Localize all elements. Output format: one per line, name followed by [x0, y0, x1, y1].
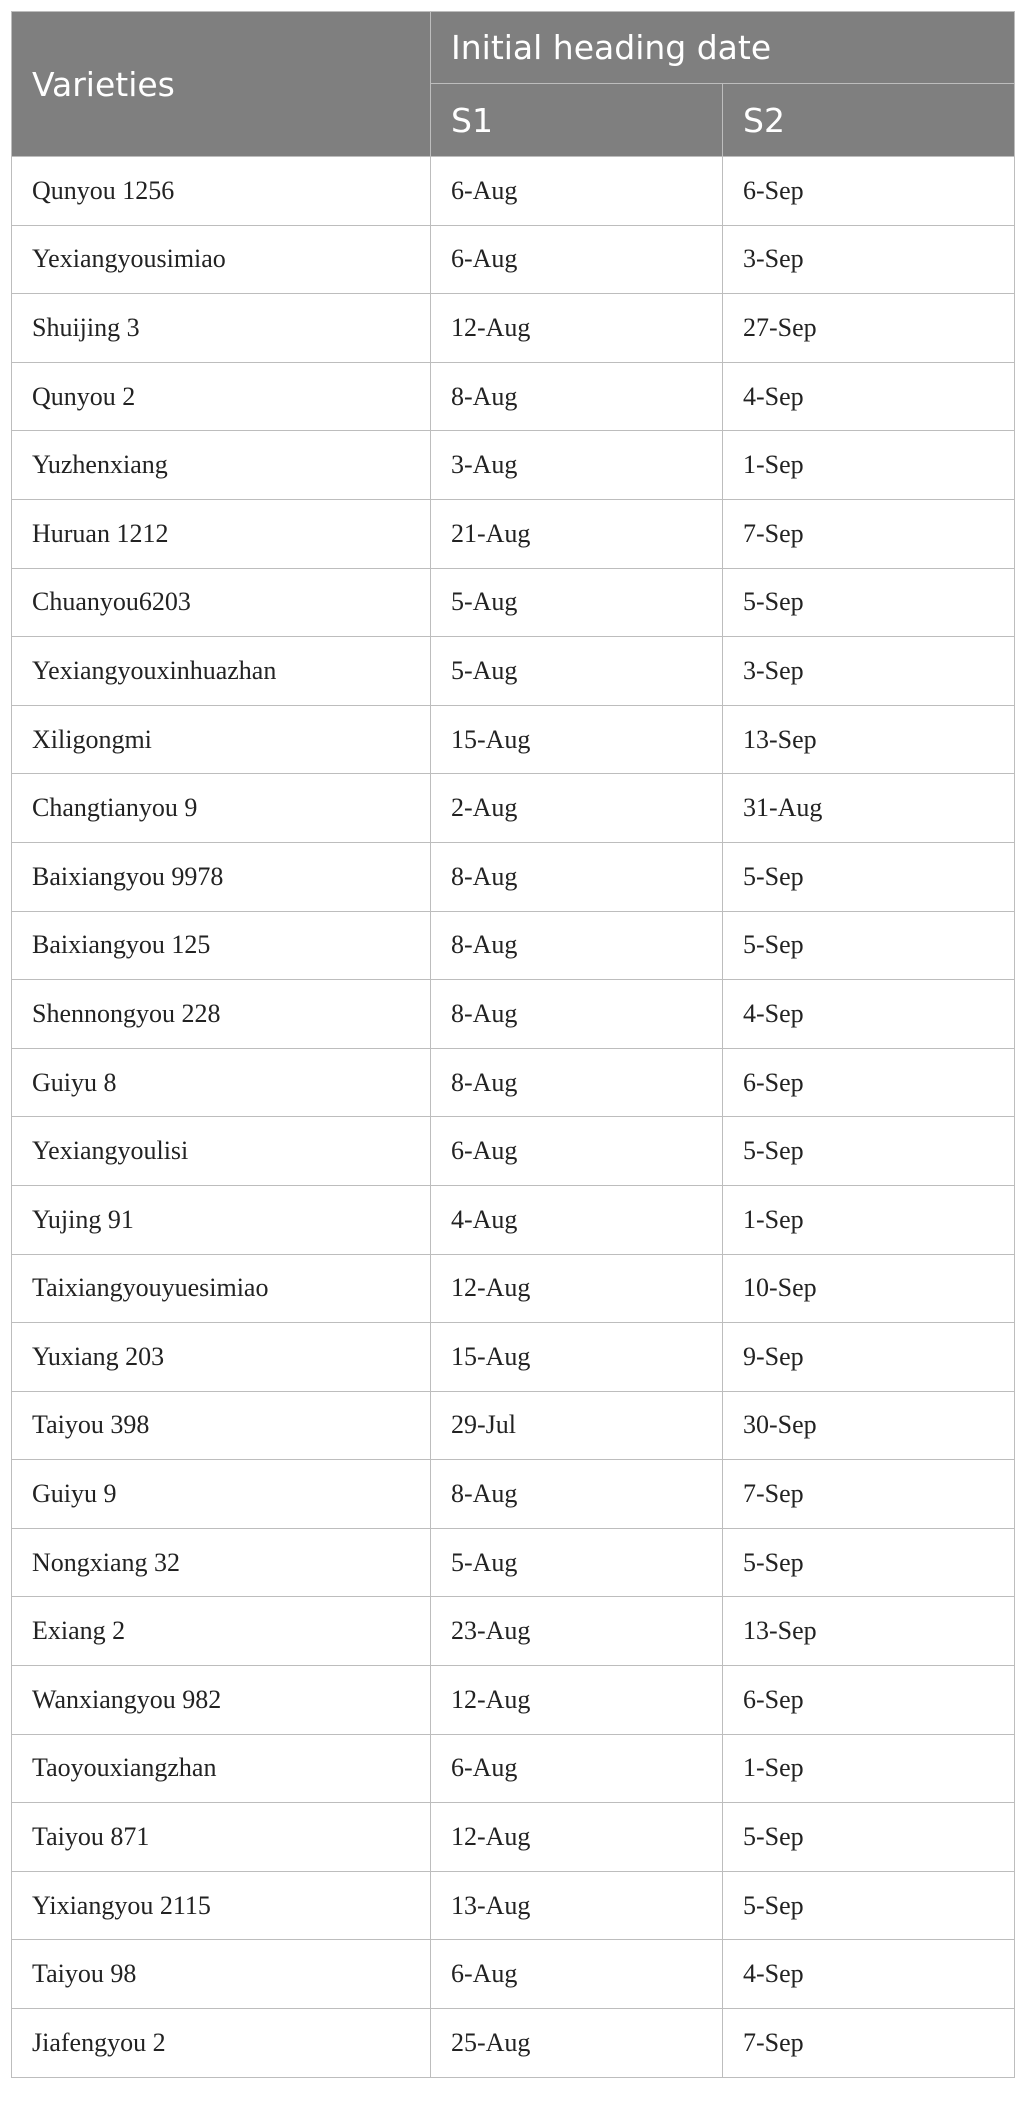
s1-date-cell: 8-Aug	[431, 842, 723, 911]
table-row	[12, 1940, 1015, 2009]
table-row	[12, 568, 1015, 637]
table-row	[12, 1803, 1015, 1872]
table-row	[12, 1391, 1015, 1460]
s2-date-cell: 27-Sep	[723, 294, 1015, 363]
table-row	[12, 980, 1015, 1049]
s2-date-cell: 4-Sep	[723, 1940, 1015, 2009]
table-row	[12, 1734, 1015, 1803]
s1-date-cell: 8-Aug	[431, 1460, 723, 1529]
s1-date-cell: 6-Aug	[431, 1940, 723, 2009]
table-row	[12, 1323, 1015, 1392]
variety-cell: Taiyou 398	[12, 1391, 431, 1460]
s1-date-cell: 5-Aug	[431, 568, 723, 637]
s1-date-cell: 21-Aug	[431, 499, 723, 568]
s2-date-cell: 1-Sep	[723, 431, 1015, 500]
s2-date-cell: 4-Sep	[723, 362, 1015, 431]
variety-cell: Chuanyou6203	[12, 568, 431, 637]
table-row	[12, 157, 1015, 226]
table-row	[12, 705, 1015, 774]
variety-cell: Qunyou 1256	[12, 157, 431, 226]
table-row	[12, 1185, 1015, 1254]
s2-date-cell: 5-Sep	[723, 1117, 1015, 1186]
variety-cell: Huruan 1212	[12, 499, 431, 568]
s2-date-cell: 10-Sep	[723, 1254, 1015, 1323]
s2-date-cell: 13-Sep	[723, 705, 1015, 774]
variety-cell: Guiyu 9	[12, 1460, 431, 1529]
table-row	[12, 637, 1015, 706]
heading-date-table-container	[11, 11, 1014, 2078]
variety-cell: Baixiangyou 9978	[12, 842, 431, 911]
s2-date-cell: 5-Sep	[723, 1803, 1015, 1872]
variety-cell: Taiyou 98	[12, 1940, 431, 2009]
variety-cell: Taiyou 871	[12, 1803, 431, 1872]
table-row	[12, 1117, 1015, 1186]
table-row	[12, 225, 1015, 294]
header-varieties: Varieties	[12, 12, 431, 157]
table-row	[12, 1048, 1015, 1117]
s1-date-cell: 12-Aug	[431, 294, 723, 363]
heading-date-table	[11, 11, 1015, 2078]
variety-cell: Taoyouxiangzhan	[12, 1734, 431, 1803]
table-row	[12, 842, 1015, 911]
variety-cell: Guiyu 8	[12, 1048, 431, 1117]
table-row	[12, 911, 1015, 980]
s1-date-cell: 6-Aug	[431, 1734, 723, 1803]
s2-date-cell: 6-Sep	[723, 1048, 1015, 1117]
s2-date-cell: 5-Sep	[723, 842, 1015, 911]
s2-date-cell: 9-Sep	[723, 1323, 1015, 1392]
s1-date-cell: 12-Aug	[431, 1254, 723, 1323]
s2-date-cell: 5-Sep	[723, 1871, 1015, 1940]
variety-cell: Shennongyou 228	[12, 980, 431, 1049]
s2-date-cell: 6-Sep	[723, 1666, 1015, 1735]
table-row	[12, 1460, 1015, 1529]
variety-cell: Xiligongmi	[12, 705, 431, 774]
variety-cell: Yuzhenxiang	[12, 431, 431, 500]
s1-date-cell: 6-Aug	[431, 1117, 723, 1186]
header-s1: S1	[431, 84, 723, 157]
table-row	[12, 774, 1015, 843]
s1-date-cell: 3-Aug	[431, 431, 723, 500]
s1-date-cell: 5-Aug	[431, 1528, 723, 1597]
s2-date-cell: 3-Sep	[723, 637, 1015, 706]
s2-date-cell: 1-Sep	[723, 1185, 1015, 1254]
s2-date-cell: 5-Sep	[723, 1528, 1015, 1597]
s2-date-cell: 7-Sep	[723, 2009, 1015, 2078]
table-row	[12, 1871, 1015, 1940]
table-row	[12, 499, 1015, 568]
s2-date-cell: 6-Sep	[723, 157, 1015, 226]
s2-date-cell: 1-Sep	[723, 1734, 1015, 1803]
s1-date-cell: 29-Jul	[431, 1391, 723, 1460]
variety-cell: Taixiangyouyuesimiao	[12, 1254, 431, 1323]
variety-cell: Yuxiang 203	[12, 1323, 431, 1392]
s2-date-cell: 7-Sep	[723, 499, 1015, 568]
variety-cell: Yexiangyoulisi	[12, 1117, 431, 1186]
s1-date-cell: 4-Aug	[431, 1185, 723, 1254]
s1-date-cell: 13-Aug	[431, 1871, 723, 1940]
variety-cell: Nongxiang 32	[12, 1528, 431, 1597]
s1-date-cell: 8-Aug	[431, 980, 723, 1049]
s1-date-cell: 8-Aug	[431, 911, 723, 980]
s1-date-cell: 15-Aug	[431, 705, 723, 774]
s2-date-cell: 5-Sep	[723, 911, 1015, 980]
variety-cell: Yujing 91	[12, 1185, 431, 1254]
table-row	[12, 362, 1015, 431]
s1-date-cell: 12-Aug	[431, 1803, 723, 1872]
s1-date-cell: 15-Aug	[431, 1323, 723, 1392]
variety-cell: Wanxiangyou 982	[12, 1666, 431, 1735]
s1-date-cell: 12-Aug	[431, 1666, 723, 1735]
s1-date-cell: 8-Aug	[431, 362, 723, 431]
s1-date-cell: 6-Aug	[431, 157, 723, 226]
table-row	[12, 1666, 1015, 1735]
s2-date-cell: 7-Sep	[723, 1460, 1015, 1529]
s2-date-cell: 4-Sep	[723, 980, 1015, 1049]
s1-date-cell: 5-Aug	[431, 637, 723, 706]
variety-cell: Yixiangyou 2115	[12, 1871, 431, 1940]
s1-date-cell: 8-Aug	[431, 1048, 723, 1117]
table-row	[12, 431, 1015, 500]
header-s2: S2	[723, 84, 1015, 157]
s1-date-cell: 23-Aug	[431, 1597, 723, 1666]
s2-date-cell: 30-Sep	[723, 1391, 1015, 1460]
s1-date-cell: 6-Aug	[431, 225, 723, 294]
table-row	[12, 2009, 1015, 2078]
variety-cell: Baixiangyou 125	[12, 911, 431, 980]
table-body	[12, 157, 1015, 2078]
s2-date-cell: 13-Sep	[723, 1597, 1015, 1666]
table-row	[12, 1597, 1015, 1666]
s1-date-cell: 25-Aug	[431, 2009, 723, 2078]
header-row-1	[12, 12, 1015, 84]
table-row	[12, 1528, 1015, 1597]
table-row	[12, 1254, 1015, 1323]
variety-cell: Jiafengyou 2	[12, 2009, 431, 2078]
variety-cell: Exiang 2	[12, 1597, 431, 1666]
variety-cell: Qunyou 2	[12, 362, 431, 431]
header-initial-heading-date: Initial heading date	[431, 12, 1015, 84]
s2-date-cell: 31-Aug	[723, 774, 1015, 843]
variety-cell: Shuijing 3	[12, 294, 431, 363]
s2-date-cell: 5-Sep	[723, 568, 1015, 637]
table-row	[12, 294, 1015, 363]
variety-cell: Yexiangyousimiao	[12, 225, 431, 294]
s2-date-cell: 3-Sep	[723, 225, 1015, 294]
table-header	[12, 12, 1015, 157]
s1-date-cell: 2-Aug	[431, 774, 723, 843]
variety-cell: Yexiangyouxinhuazhan	[12, 637, 431, 706]
variety-cell: Changtianyou 9	[12, 774, 431, 843]
